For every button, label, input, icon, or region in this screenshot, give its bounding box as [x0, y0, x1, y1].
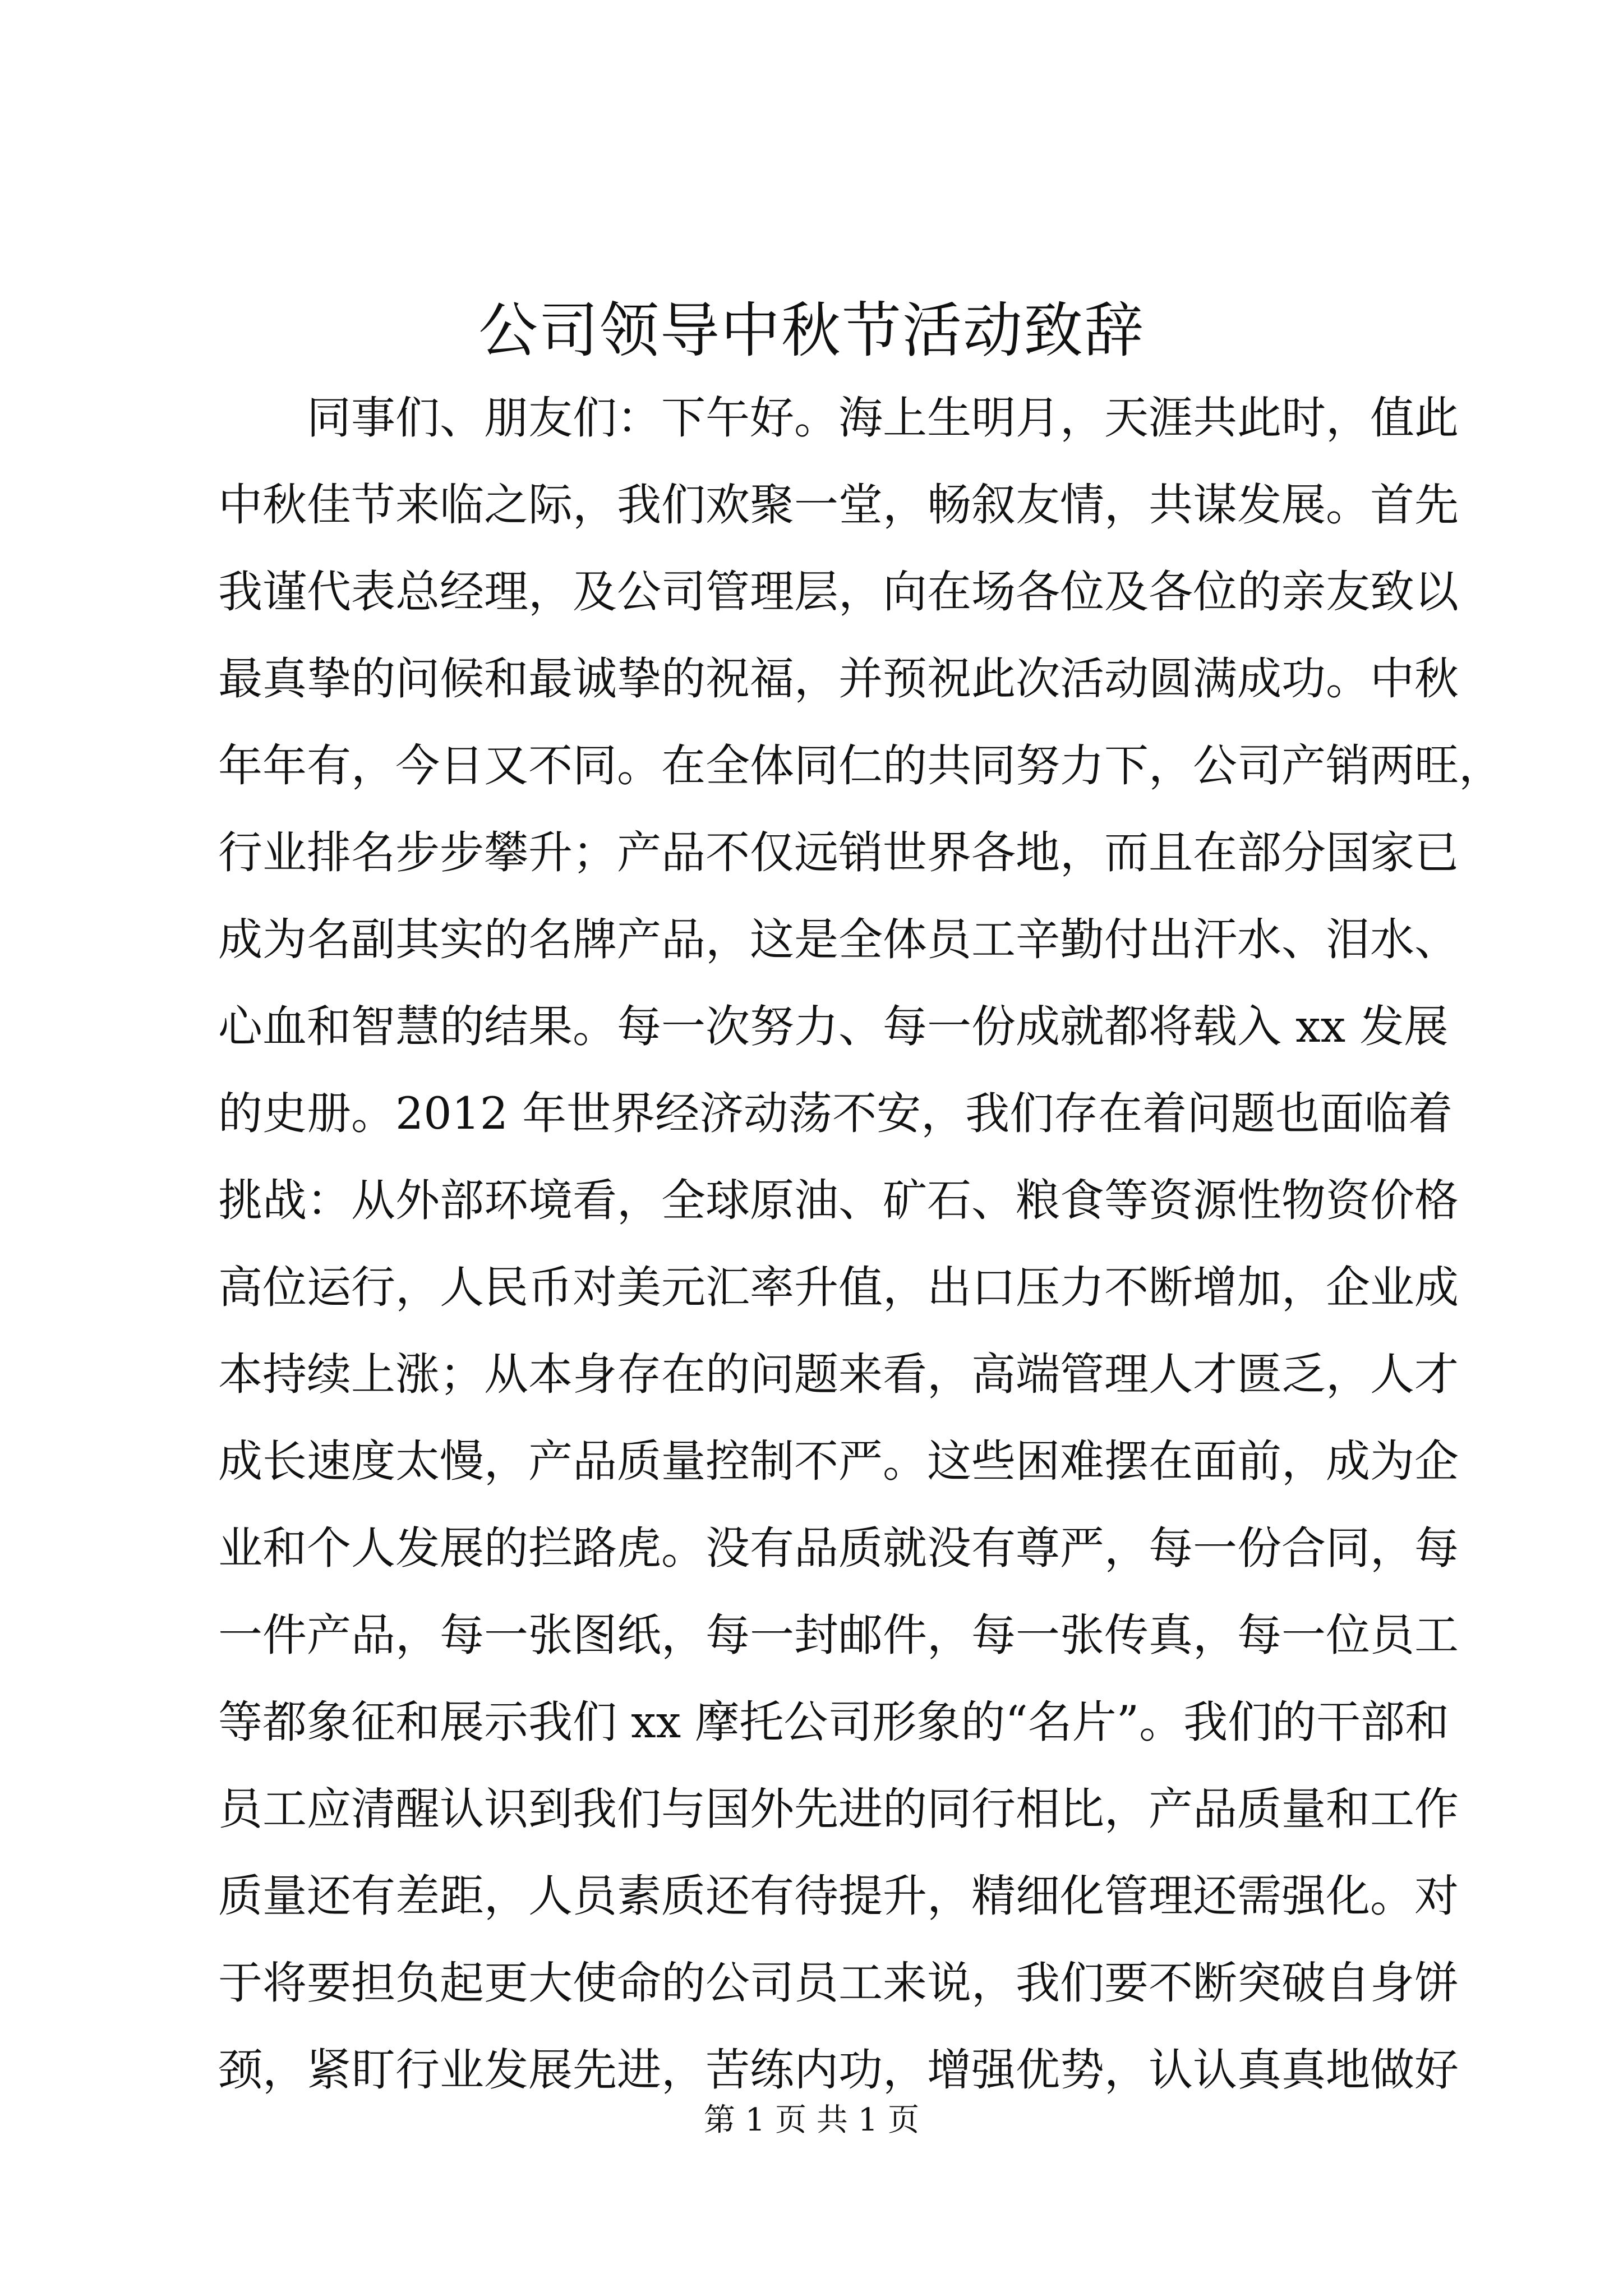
body-line: 质量还有差距，人员素质还有待提升，精细化管理还需强化。对 [218, 1870, 1459, 1922]
body-line: 员工应清醒认识到我们与国外先进的同行相比，产品质量和工作 [218, 1783, 1459, 1835]
body-line: 等都象征和展示我们 xx 摩托公司形象的“名片”。我们的干部和 [218, 1696, 1450, 1748]
body-line: 一件产品，每一张图纸，每一封邮件，每一张传真，每一位员工 [218, 1609, 1459, 1661]
body-line: 成为名副其实的名牌产品，这是全体员工辛勤付出汗水、泪水、 [218, 914, 1459, 965]
body-line: 颈，紧盯行业发展先进，苦练内功，增强优势，认认真真地做好 [218, 2044, 1459, 2096]
body-line: 年年有，今日又不同。在全体同仁的共同努力下，公司产销两旺， [218, 740, 1503, 792]
body-line: 业和个人发展的拦路虎。没有品质就没有尊严，每一份合同，每 [218, 1522, 1459, 1574]
body-line: 我谨代表总经理，及公司管理层，向在场各位及各位的亲友致以 [218, 566, 1459, 618]
body-line: 最真挚的问候和最诚挚的祝福，并预祝此次活动圆满成功。中秋 [218, 653, 1459, 705]
document-title: 公司领导中秋节活动致辞 [478, 296, 1145, 365]
body-line: 挑战：从外部环境看，全球原油、矿石、粮食等资源性物资价格 [218, 1175, 1459, 1226]
body-line: 中秋佳节来临之际，我们欢聚一堂，畅叙友情，共谋发展。首先 [218, 479, 1459, 531]
body-line: 的史册。2012 年世界经济动荡不安，我们存在着问题也面临着 [218, 1088, 1453, 1139]
body-line: 心血和智慧的结果。每一次努力、每一份成就都将载入 xx 发展 [218, 1001, 1449, 1052]
body-line: 行业排名步步攀升；产品不仅远销世界各地，而且在部分国家已 [218, 827, 1459, 878]
body-line: 于将要担负起更大使命的公司员工来说，我们要不断突破自身饼 [218, 1957, 1459, 2009]
document-body [218, 375, 1503, 2114]
body-line: 本持续上涨；从本身存在的问题来看，高端管理人才匮乏，人才 [218, 1349, 1459, 1400]
body-line: 成长速度太慢，产品质量控制不严。这些困难摆在面前，成为企 [218, 1435, 1459, 1487]
page-footer: 第 1 页 共 1 页 [703, 2102, 920, 2138]
body-line: 同事们、朋友们：下午好。海上生明月，天涯共此时，值此 [307, 392, 1459, 444]
body-line: 高位运行，人民币对美元汇率升值，出口压力不断增加，企业成 [218, 1262, 1459, 1313]
